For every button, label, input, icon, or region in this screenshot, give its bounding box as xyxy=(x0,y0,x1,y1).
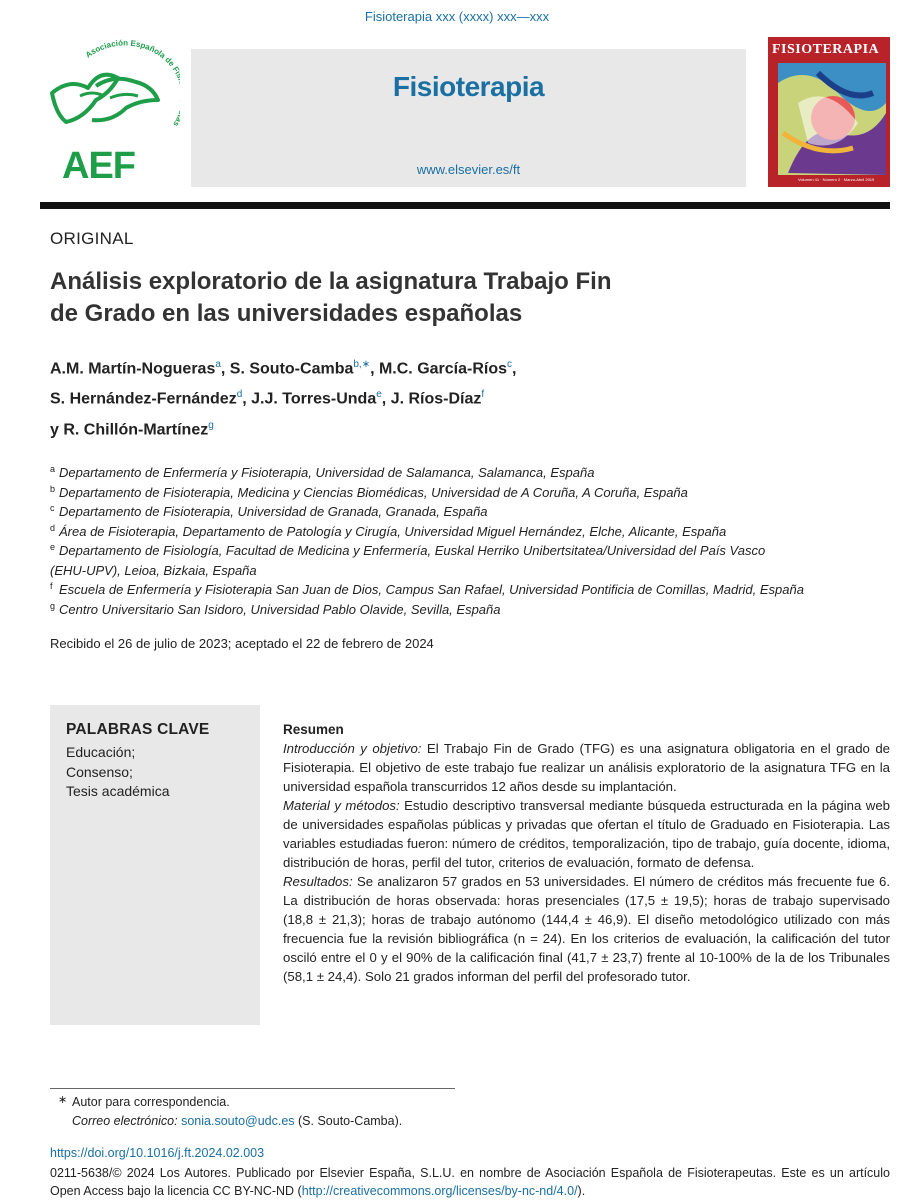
doi-link[interactable]: https://doi.org/10.1016/j.ft.2024.02.003 xyxy=(50,1146,265,1160)
author-name: S. Souto-Camba xyxy=(229,360,354,378)
keyword-item: Educación; xyxy=(66,744,136,760)
abstract-section-text: Se analizaron 57 grados en 53 universidades. El número de créditos más frecuente fue 6. La distribución de horas observada: horas presenciales (17,5 ± 19,5); horas de trabajo supervisado (18,8 ± 21,3); horas de trabajo autónomo (144,4 ± 46,9). El diseño metodológico utilizado con más frecuencia fue la revisión bibliográfica (n = 24). En los criterios de evaluación, la calificación del tutor osciló entre el 0 y el 90% de la calificación final (41,7 ± 23,7) frente al 10-100% de la de los Tribunales (58,1 ± 24,4). Solo 21 grados informan del perfil del profesorado tutor. xyxy=(283,874,890,984)
footnote-line-1: Autor para correspondencia. xyxy=(72,1095,230,1109)
affiliation-item-continuation: (EHU-UPV), Leioa, Bizkaia, España xyxy=(50,562,257,578)
article-title xyxy=(50,266,750,330)
keyword-item: Consenso; xyxy=(66,763,133,780)
aef-logo xyxy=(40,38,180,193)
journal-reference[interactable] xyxy=(0,9,914,24)
hands-logo-icon xyxy=(40,38,180,148)
author-name: M.C. García-Ríos xyxy=(378,360,507,378)
email-link[interactable]: sonia.souto@udc.es xyxy=(181,1114,295,1128)
author-line-1: A.M. Martín-Nogueras$^a$, S. Souto-Camba$^{b,∗}$, M.C. García-Ríos$^c$, xyxy=(50,359,517,378)
logo-ring-text: Asociación Española de F xyxy=(83,38,180,74)
abstract-section xyxy=(283,739,890,796)
abstract-section xyxy=(283,872,890,986)
author-affil-mark[interactable]: a xyxy=(215,359,221,370)
abstract-section-text: Estudio descriptivo transversal mediante búsqueda estructurada en la página web de universidades españolas públicas y privadas que ofertan el título de Graduado en Fisioterapia. Las variables estudiadas fueron: número de créditos, temporalización, tipo de trabajo, guía docente, idioma, distribución de horas, perfil del tutor, criterios de evaluación, formato de defensa. xyxy=(283,798,890,870)
author-affil-mark[interactable]: c xyxy=(507,359,512,370)
cover-meta: Volumen 41 · Número 2 · Marzo-Abril 2019 xyxy=(798,177,875,182)
footnote-mark: ∗ xyxy=(58,1094,68,1106)
journal-reference-link[interactable]: Fisioterapia xxx (xxxx) xxx—xxx xyxy=(364,9,550,24)
header-divider xyxy=(40,202,890,209)
author-name: J. Ríos-Díaz xyxy=(390,390,482,408)
affiliation-item: g Centro Universitario San Isidoro, Universidad Pablo Olavide, Sevilla, España xyxy=(50,600,501,617)
affiliation-item: b Departamento de Fisioterapia, Medicina y Ciencias Biomédicas, Universidad de A Coruña, A Coruña, España xyxy=(50,483,688,500)
abstract-section-label: Material y métodos: xyxy=(283,798,400,813)
email-label: Correo electrónico: xyxy=(72,1114,178,1128)
author-line-2: S. Hernández-Fernández$^d$, J.J. Torres-Unda$^e$, J. Ríos-Díaz$^f$ xyxy=(50,389,485,408)
author-name: A.M. Martín-Nogueras xyxy=(50,360,216,378)
affiliation-item: c Departamento de Fisioterapia, Universidad de Granada, Granada, España xyxy=(50,503,488,519)
cover-title: FISIOTERAPIA xyxy=(772,42,880,57)
affiliation-item: d Área de Fisioterapia, Departamento de Patología y Cirugía, Universidad Miguel Hernández, Elche, Alicante, España xyxy=(50,522,727,539)
affiliation-item: a Departamento de Enfermería y Fisioterapia, Universidad de Salamanca, Salamanca, España xyxy=(50,464,595,480)
author-affil-mark[interactable]: e xyxy=(376,389,382,401)
abstract-section-label: Resultados: xyxy=(283,874,353,889)
author-list xyxy=(50,352,850,443)
cover-artwork-icon xyxy=(778,63,886,175)
abstract xyxy=(283,720,890,986)
received-accepted-dates: Recibido el 26 de julio de 2023; aceptado el 22 de febrero de 2024 xyxy=(50,636,434,651)
journal-url-link[interactable]: www.elsevier.es/ft xyxy=(416,162,521,177)
footnote-line-2: Correo electrónico: sonia.souto@udc.es (S. Souto-Camba). xyxy=(72,1114,403,1128)
license-notice: 0211-5638/© 2024 Los Autores. Publicado por Elsevier España, S.L.U. en nombre de Asociación Española de Fisioterapeutas. Este es un artículo Open Access bajo la licencia CC BY-NC-ND (http://creativecommons.org/licenses/by-nc-nd/4.0/). xyxy=(50,1166,890,1198)
keywords-panel xyxy=(50,705,260,1025)
affiliation-list xyxy=(50,463,900,619)
aef-logo-text: AEF xyxy=(62,145,135,187)
affiliation-item: f Escuela de Enfermería y Fisioterapia San Juan de Dios, Campus San Rafael, Universidad Pontificia de Comillas, Madrid, España xyxy=(50,581,804,597)
footnote-divider xyxy=(50,1088,455,1089)
abstract-section-text: El Trabajo Fin de Grado (TFG) es una asignatura obligatoria en el grado de Fisioterapia. El objetivo de este trabajo fue realizar un análisis exploratorio de la asignatura TFG en la universidad española transcurridos 12 años desde su implantación. xyxy=(283,741,890,794)
author-affil-mark[interactable]: g xyxy=(208,419,214,431)
journal-header xyxy=(191,49,746,187)
journal-url[interactable] xyxy=(191,162,746,177)
abstract-section xyxy=(283,796,890,872)
abstract-section-label: Introducción y objetivo: xyxy=(283,741,422,756)
keywords-title: PALABRAS CLAVE xyxy=(66,721,210,738)
author-affil-mark[interactable]: f xyxy=(481,389,485,401)
author-name: S. Hernández-Fernández xyxy=(50,390,237,408)
article-title-line-1: Análisis exploratorio de la asignatura Trabajo Fin xyxy=(50,268,612,295)
journal-cover xyxy=(768,37,890,187)
keywords-list xyxy=(66,743,170,802)
doi[interactable] xyxy=(50,1146,264,1160)
author-name: J.J. Torres-Unda xyxy=(251,390,377,408)
author-line-3: y R. Chillón-Martínez$^g$ xyxy=(50,419,214,438)
keyword-item: Tesis académica xyxy=(66,783,170,799)
license-link[interactable]: http://creativecommons.org/licenses/by-nc-nd/4.0/ xyxy=(301,1184,578,1198)
author-name: R. Chillón-Martínez xyxy=(63,420,209,438)
author-affil-mark[interactable]: d xyxy=(236,389,243,401)
corresponding-author-footnote xyxy=(58,1093,402,1131)
article-title-line-2: de Grado en las universidades españolas xyxy=(50,300,523,327)
abstract-heading: Resumen xyxy=(283,722,344,737)
author-affil-mark[interactable]: b,∗ xyxy=(353,359,371,370)
journal-title: Fisioterapia xyxy=(392,71,545,102)
affiliation-item: e Departamento de Fisiología, Facultad de Medicina y Enfermería, Euskal Herriko Unibertsitatea/Universidad del País Vasco xyxy=(50,542,766,558)
article-section: ORIGINAL xyxy=(50,229,134,248)
